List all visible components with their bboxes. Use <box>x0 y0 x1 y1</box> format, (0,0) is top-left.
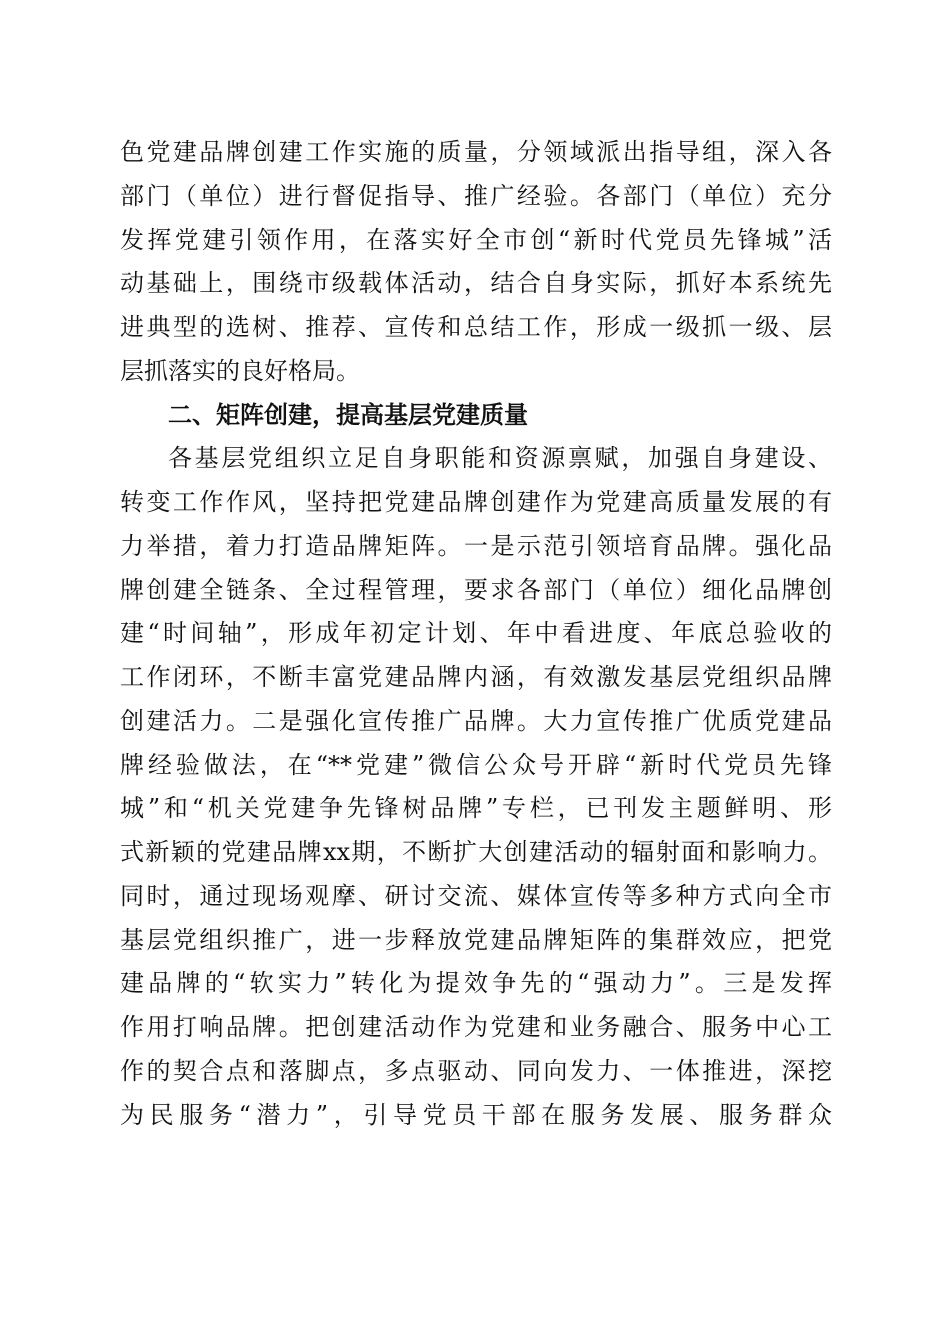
document-body <box>120 131 832 1137</box>
section-heading: 二、矩阵创建，提高基层党建质量 <box>168 400 528 429</box>
body-line: 部门（单位）进行督促指导、推广经验。各部门（单位）充分 <box>120 181 832 210</box>
body-line: 转变工作作风，坚持把党建品牌创建作为党建高质量发展的有 <box>120 488 832 516</box>
body-line: 创建活力。二是强化宣传推广品牌。大力宣传推广优质党建品 <box>120 706 832 735</box>
body-line: 作的契合点和落脚点，多点驱动、同向发力、一体推进，深挖 <box>120 1056 832 1085</box>
body-line: 发挥党建引领作用，在落实好全市创“新时代党员先锋城”活 <box>120 225 832 254</box>
body-line: 动基础上，围绕市级载体活动，结合自身实际，抓好本系统先 <box>120 269 832 298</box>
body-line: 为民服务“潜力”，引导党员干部在服务发展、服务群众 <box>120 1100 832 1129</box>
body-line: 基层党组织推广，进一步释放党建品牌矩阵的集群效应，把党 <box>120 925 832 954</box>
body-line: 作用打响品牌。把创建活动作为党建和业务融合、服务中心工 <box>120 1013 832 1041</box>
body-line: 进典型的选树、推荐、宣传和总结工作，形成一级抓一级、层 <box>120 313 832 341</box>
body-line: 各基层党组织立足自身职能和资源禀赋，加强自身建设、 <box>168 444 832 473</box>
body-line: 牌创建全链条、全过程管理，要求各部门（单位）细化品牌创 <box>120 575 832 604</box>
body-line: 层抓落实的良好格局。 <box>120 356 360 385</box>
body-line: 力举措，着力打造品牌矩阵。一是示范引领培育品牌。强化品 <box>120 531 832 560</box>
body-line: 色党建品牌创建工作实施的质量，分领域派出指导组，深入各 <box>120 138 832 166</box>
body-line: 同时，通过现场观摩、研讨交流、媒体宣传等多种方式向全市 <box>120 881 832 910</box>
body-line: 城”和“机关党建争先锋树品牌”专栏，已刊发主题鲜明、形 <box>120 794 832 823</box>
body-line: 牌经验做法，在“**党建”微信公众号开辟“新时代党员先锋 <box>120 750 832 779</box>
body-line: 工作闭环，不断丰富党建品牌内涵，有效激发基层党组织品牌 <box>120 663 832 691</box>
body-line: 式新颖的党建品牌xx期，不断扩大创建活动的辐射面和影响力。 <box>120 838 832 866</box>
body-line: 建“时间轴”，形成年初定计划、年中看进度、年底总验收的 <box>120 619 832 648</box>
body-line: 建品牌的“软实力”转化为提效争先的“强动力”。三是发挥 <box>120 969 832 998</box>
